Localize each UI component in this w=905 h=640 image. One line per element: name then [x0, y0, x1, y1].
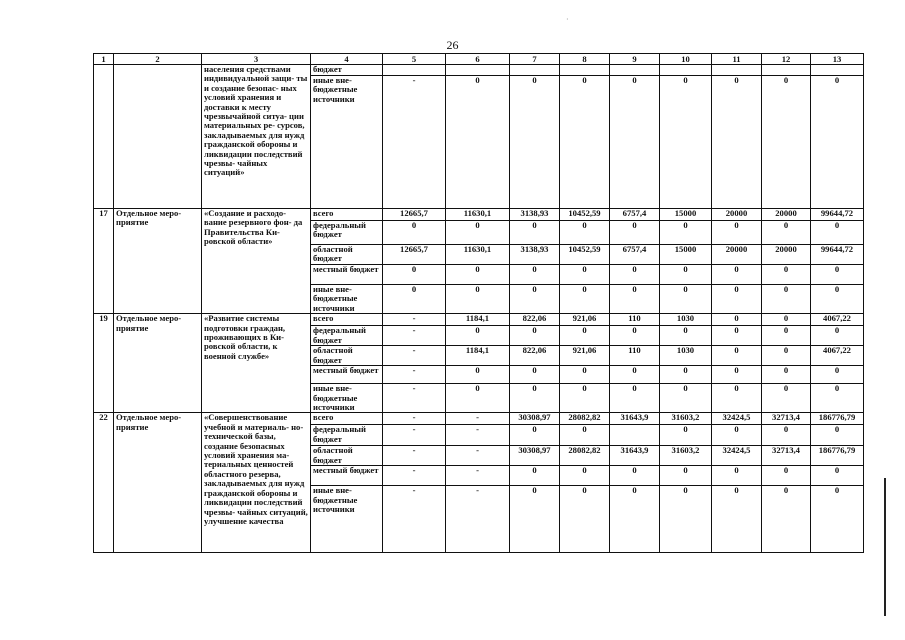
value-cell: 20000 — [762, 209, 811, 221]
value-cell: 0 — [660, 466, 712, 486]
value-cell: 0 — [762, 346, 811, 366]
total-value-cell: 0 — [811, 466, 864, 486]
funding-source: местный бюджет — [311, 466, 383, 486]
total-value-cell: 0 — [811, 384, 864, 413]
value-cell: 0 — [762, 285, 811, 314]
value-cell: 0 — [560, 221, 610, 245]
total-value-cell: 0 — [811, 76, 864, 209]
value-cell: 0 — [510, 76, 560, 209]
value-cell: 32424,5 — [712, 413, 762, 425]
total-value-cell: 99644,72 — [811, 209, 864, 221]
value-cell: 20000 — [762, 245, 811, 265]
value-cell: 0 — [712, 265, 762, 285]
value-cell: 32713,4 — [762, 446, 811, 466]
value-cell: 0 — [712, 384, 762, 413]
value-cell: - — [383, 446, 446, 466]
total-value-cell: 0 — [811, 285, 864, 314]
value-cell: 921,06 — [560, 314, 610, 326]
table-row — [94, 413, 864, 425]
value-cell — [762, 65, 811, 76]
column-header: 3 — [202, 54, 311, 65]
column-header: 13 — [811, 54, 864, 65]
funding-source: местный бюджет — [311, 265, 383, 285]
value-cell: 0 — [762, 314, 811, 326]
value-cell: 0 — [762, 384, 811, 413]
value-cell: 0 — [446, 384, 510, 413]
table-body — [94, 65, 864, 553]
value-cell: 0 — [712, 326, 762, 346]
value-cell: 30308,97 — [510, 446, 560, 466]
value-cell: 822,06 — [510, 346, 560, 366]
funding-source: всего — [311, 209, 383, 221]
value-cell: 10452,59 — [560, 209, 610, 221]
funding-source: федеральный бюджет — [311, 326, 383, 346]
value-cell: 31643,9 — [610, 446, 660, 466]
budget-table — [93, 53, 864, 553]
value-cell: 12665,7 — [383, 209, 446, 221]
value-cell: 1184,1 — [446, 346, 510, 366]
value-cell: 32424,5 — [712, 446, 762, 466]
scan-mark: · — [566, 15, 569, 24]
value-cell: 0 — [446, 285, 510, 314]
value-cell: 0 — [610, 486, 660, 553]
value-cell: 0 — [712, 346, 762, 366]
funding-source: иные вне- бюджетные источники — [311, 76, 383, 209]
value-cell: 0 — [610, 221, 660, 245]
funding-source: всего — [311, 413, 383, 425]
value-cell: 0 — [560, 425, 610, 446]
column-header: 1 — [94, 54, 114, 65]
value-cell: 31603,2 — [660, 413, 712, 425]
value-cell: 20000 — [712, 209, 762, 221]
column-header: 9 — [610, 54, 660, 65]
value-cell: - — [383, 466, 446, 486]
value-cell: 0 — [762, 76, 811, 209]
funding-source: областной бюджет — [311, 346, 383, 366]
value-cell: 0 — [610, 285, 660, 314]
value-cell: 3138,93 — [510, 245, 560, 265]
value-cell: 0 — [660, 384, 712, 413]
value-cell — [610, 65, 660, 76]
total-value-cell: 0 — [811, 425, 864, 446]
value-cell: 6757,4 — [610, 245, 660, 265]
value-cell: 0 — [560, 366, 610, 384]
value-cell: 0 — [712, 221, 762, 245]
total-value-cell: 186776,79 — [811, 446, 864, 466]
value-cell: 11630,1 — [446, 209, 510, 221]
value-cell: 31643,9 — [610, 413, 660, 425]
value-cell — [610, 425, 660, 446]
value-cell: - — [446, 466, 510, 486]
value-cell: 0 — [560, 265, 610, 285]
value-cell: - — [383, 366, 446, 384]
value-cell — [510, 65, 560, 76]
value-cell: 110 — [610, 314, 660, 326]
value-cell: 6757,4 — [610, 209, 660, 221]
column-header: 10 — [660, 54, 712, 65]
scan-edge-mark — [884, 478, 886, 616]
total-value-cell: 186776,79 — [811, 413, 864, 425]
value-cell: 0 — [510, 425, 560, 446]
table-row — [94, 65, 864, 76]
value-cell: 0 — [762, 221, 811, 245]
value-cell: 0 — [560, 466, 610, 486]
value-cell: - — [383, 486, 446, 553]
value-cell: 3138,93 — [510, 209, 560, 221]
value-cell: 0 — [610, 76, 660, 209]
table-row — [94, 314, 864, 326]
funding-source: всего — [311, 314, 383, 326]
value-cell: - — [446, 413, 510, 425]
value-cell: 1184,1 — [446, 314, 510, 326]
value-cell: 0 — [762, 366, 811, 384]
value-cell: 0 — [446, 366, 510, 384]
value-cell: 0 — [712, 314, 762, 326]
value-cell: 0 — [660, 425, 712, 446]
item-number — [94, 65, 114, 209]
value-cell: - — [383, 384, 446, 413]
funding-source: иные вне- бюджетные источники — [311, 384, 383, 413]
item-type — [114, 65, 202, 209]
page-number: 26 — [446, 38, 459, 52]
column-header: 6 — [446, 54, 510, 65]
value-cell: 0 — [510, 265, 560, 285]
value-cell: 0 — [660, 76, 712, 209]
funding-source: областной бюджет — [311, 446, 383, 466]
value-cell: 0 — [762, 486, 811, 553]
value-cell: 30308,97 — [510, 413, 560, 425]
funding-source: местный бюджет — [311, 366, 383, 384]
value-cell: 0 — [446, 326, 510, 346]
value-cell: 1030 — [660, 346, 712, 366]
value-cell: 32713,4 — [762, 413, 811, 425]
value-cell: 11630,1 — [446, 245, 510, 265]
value-cell: - — [446, 486, 510, 553]
value-cell: 10452,59 — [560, 245, 610, 265]
total-value-cell — [811, 65, 864, 76]
value-cell: 28082,82 — [560, 446, 610, 466]
item-number: 22 — [94, 413, 114, 553]
value-cell: - — [383, 76, 446, 209]
value-cell: 0 — [762, 466, 811, 486]
value-cell: - — [383, 425, 446, 446]
value-cell: 0 — [660, 486, 712, 553]
value-cell: 0 — [510, 326, 560, 346]
value-cell — [660, 65, 712, 76]
value-cell: 0 — [383, 285, 446, 314]
value-cell: 0 — [510, 466, 560, 486]
item-name: «Создание и расходо- вание резервного фон- да Правительства Ки- ровской области» — [202, 209, 311, 314]
column-header: 12 — [762, 54, 811, 65]
value-cell: 0 — [660, 265, 712, 285]
column-header: 2 — [114, 54, 202, 65]
total-value-cell: 99644,72 — [811, 245, 864, 265]
value-cell — [560, 65, 610, 76]
funding-source: иные вне- бюджетные источники — [311, 285, 383, 314]
item-name: «Развитие системы подготовки граждан, проживающих в Ки- ровской области, к военной службе» — [202, 314, 311, 413]
column-header: 7 — [510, 54, 560, 65]
total-value-cell: 0 — [811, 265, 864, 285]
total-value-cell: 0 — [811, 366, 864, 384]
value-cell: - — [383, 346, 446, 366]
value-cell: 28082,82 — [560, 413, 610, 425]
funding-source: бюджет — [311, 65, 383, 76]
column-header: 8 — [560, 54, 610, 65]
item-type: Отдельное меро- приятие — [114, 209, 202, 314]
value-cell: 0 — [383, 221, 446, 245]
value-cell: 0 — [510, 366, 560, 384]
value-cell: - — [383, 326, 446, 346]
value-cell: 0 — [712, 425, 762, 446]
value-cell: 15000 — [660, 209, 712, 221]
value-cell: 0 — [610, 265, 660, 285]
total-value-cell: 4067,22 — [811, 346, 864, 366]
value-cell: 0 — [560, 76, 610, 209]
value-cell: - — [383, 314, 446, 326]
table-row — [94, 209, 864, 221]
funding-source: иные вне- бюджетные источники — [311, 486, 383, 553]
value-cell: 0 — [660, 285, 712, 314]
value-cell: 0 — [712, 285, 762, 314]
value-cell: 0 — [383, 265, 446, 285]
value-cell: 822,06 — [510, 314, 560, 326]
value-cell: 0 — [560, 384, 610, 413]
item-number: 19 — [94, 314, 114, 413]
value-cell: 0 — [660, 221, 712, 245]
value-cell — [446, 65, 510, 76]
value-cell: 0 — [712, 466, 762, 486]
value-cell: - — [446, 446, 510, 466]
value-cell: 0 — [610, 466, 660, 486]
value-cell: 0 — [446, 221, 510, 245]
value-cell: 921,06 — [560, 346, 610, 366]
value-cell: 0 — [446, 265, 510, 285]
item-type: Отдельное меро- приятие — [114, 314, 202, 413]
value-cell: 0 — [712, 486, 762, 553]
value-cell: 0 — [660, 326, 712, 346]
value-cell: 0 — [762, 326, 811, 346]
value-cell: 0 — [560, 486, 610, 553]
item-name: «Совершенствование учебной и материаль- но-технической базы, создание безопасных условий хранения ма- териальных ценностей областного резерва, закладываемых для нужд гражданской обороны и ликвидации последствий чрезвы- чайных ситуаций, улучшение качества — [202, 413, 311, 553]
value-cell: - — [383, 413, 446, 425]
value-cell — [712, 65, 762, 76]
funding-source: федеральный бюджет — [311, 425, 383, 446]
funding-source: федеральный бюджет — [311, 221, 383, 245]
value-cell: 0 — [762, 425, 811, 446]
header-row — [94, 54, 864, 65]
value-cell: 0 — [560, 285, 610, 314]
total-value-cell: 4067,22 — [811, 314, 864, 326]
column-header: 11 — [712, 54, 762, 65]
value-cell: 1030 — [660, 314, 712, 326]
value-cell: 31603,2 — [660, 446, 712, 466]
value-cell: 0 — [610, 384, 660, 413]
value-cell: 0 — [762, 265, 811, 285]
value-cell: 0 — [510, 384, 560, 413]
value-cell: 0 — [560, 326, 610, 346]
funding-source: областной бюджет — [311, 245, 383, 265]
value-cell: 110 — [610, 346, 660, 366]
value-cell: 12665,7 — [383, 245, 446, 265]
column-header: 4 — [311, 54, 383, 65]
value-cell: 0 — [610, 326, 660, 346]
item-type: Отдельное меро- приятие — [114, 413, 202, 553]
total-value-cell: 0 — [811, 486, 864, 553]
value-cell: 20000 — [712, 245, 762, 265]
value-cell: 15000 — [660, 245, 712, 265]
item-name: населения средствами индивидуальной защи- ты и создание безопас- ных условий хранения и доставки к месту чрезвычайной ситуа- ции материальных ре- сурсов, закладываемых для нужд гражданской обороны и ликвидации последствий чрезвы- чайных ситуаций» — [202, 65, 311, 209]
value-cell: 0 — [610, 366, 660, 384]
value-cell: 0 — [712, 366, 762, 384]
item-number: 17 — [94, 209, 114, 314]
value-cell: 0 — [660, 366, 712, 384]
value-cell: 0 — [510, 486, 560, 553]
value-cell: 0 — [510, 221, 560, 245]
value-cell: 0 — [446, 76, 510, 209]
value-cell: 0 — [510, 285, 560, 314]
column-header: 5 — [383, 54, 446, 65]
total-value-cell: 0 — [811, 221, 864, 245]
value-cell: 0 — [712, 76, 762, 209]
value-cell: - — [446, 425, 510, 446]
total-value-cell: 0 — [811, 326, 864, 346]
value-cell — [383, 65, 446, 76]
